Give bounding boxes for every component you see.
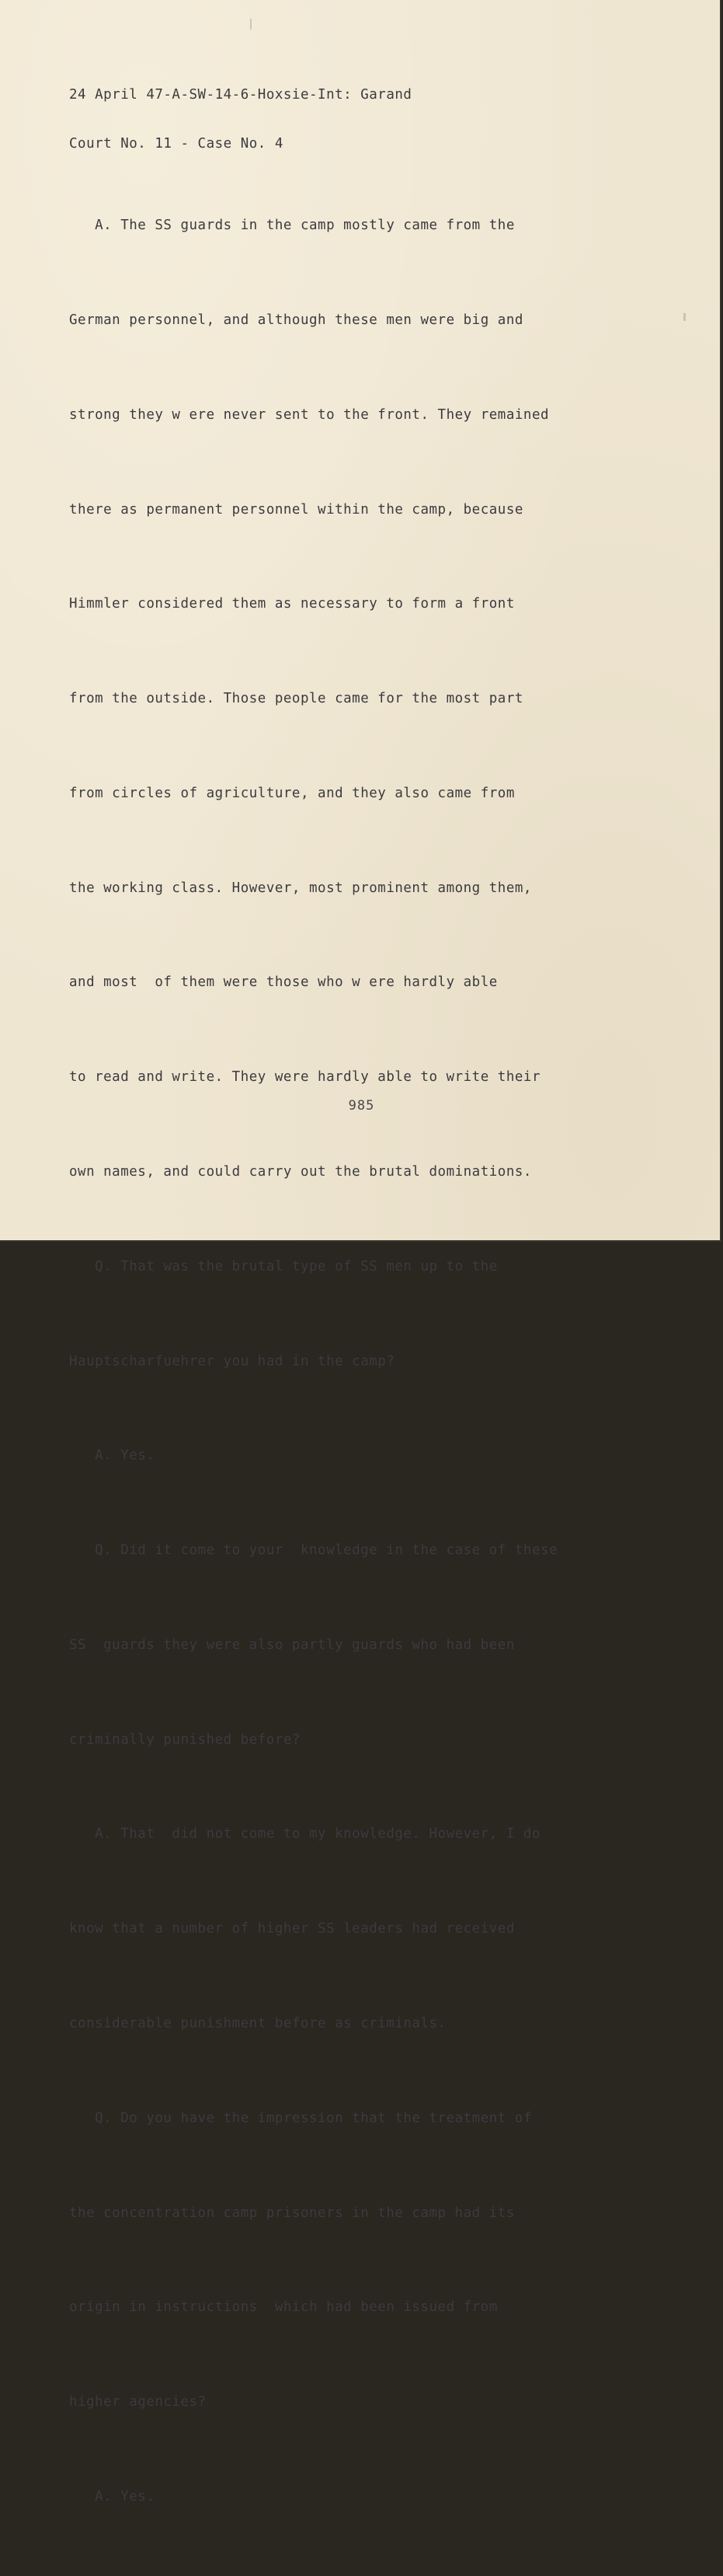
transcript-line: Q. Do you have the impression that the treatment of	[69, 2110, 532, 2126]
transcript-line: A. Yes.	[69, 2488, 155, 2505]
transcript-line: strong they w ere never sent to the front. They remained	[69, 406, 550, 423]
header-line-court-case: Court No. 11 - Case No. 4	[69, 136, 283, 152]
transcript-line: considerable punishment before as criminals.	[69, 2016, 447, 2032]
transcript-line: Q. That was the brutal type of SS men up to the	[69, 1258, 498, 1274]
transcript-line: own names, and could carry out the brutal dominations.	[69, 1164, 532, 1180]
transcript-line: Hauptscharfuehrer you had in the camp?	[69, 1353, 395, 1369]
transcript-line: there as permanent personnel within the camp, because	[69, 501, 523, 518]
transcript-line: know that a number of higher SS leaders had received	[69, 1921, 515, 1937]
transcript-line: the working class. However, most prominent among them,	[69, 880, 532, 896]
transcript-line: higher agencies?	[69, 2394, 207, 2410]
transcript-line: A. The SS guards in the camp mostly came from the	[69, 218, 515, 234]
transcript-line: A. That did not come to my knowledge. However, I do	[69, 1826, 541, 1842]
transcript-line: criminally punished before?	[69, 1731, 301, 1748]
transcript-line: the concentration camp prisoners in the camp had its	[69, 2205, 515, 2221]
header-line-date-reference: 24 April 47-A-SW-14-6-Hoxsie-Int: Garand	[69, 87, 412, 103]
transcript-line: SS guards they were also partly guards who had been	[69, 1637, 515, 1653]
transcript-line: German personnel, and although these men were big and	[69, 312, 523, 328]
transcript-line: A. Yes.	[69, 1448, 155, 1464]
transcript-line: from circles of agriculture, and they also came from	[69, 785, 515, 801]
transcript-line: from the outside. Those people came for the most part	[69, 691, 523, 707]
transcript-line: Himmler considered them as necessary to form a front	[69, 596, 515, 612]
paper-mark	[250, 19, 252, 30]
transcript-body	[69, 147, 558, 2576]
transcript-line: and most of them were those who w ere hardly able	[69, 974, 498, 991]
page-number: 985	[348, 1098, 375, 1114]
transcript-line: origin in instructions which had been issued from	[69, 2299, 498, 2316]
transcript-line: to read and write. They were hardly able to write their	[69, 1069, 541, 1086]
transcript-line: Q. Did it come to your knowledge in the case of these	[69, 1542, 558, 1559]
paper-mark	[683, 313, 686, 321]
